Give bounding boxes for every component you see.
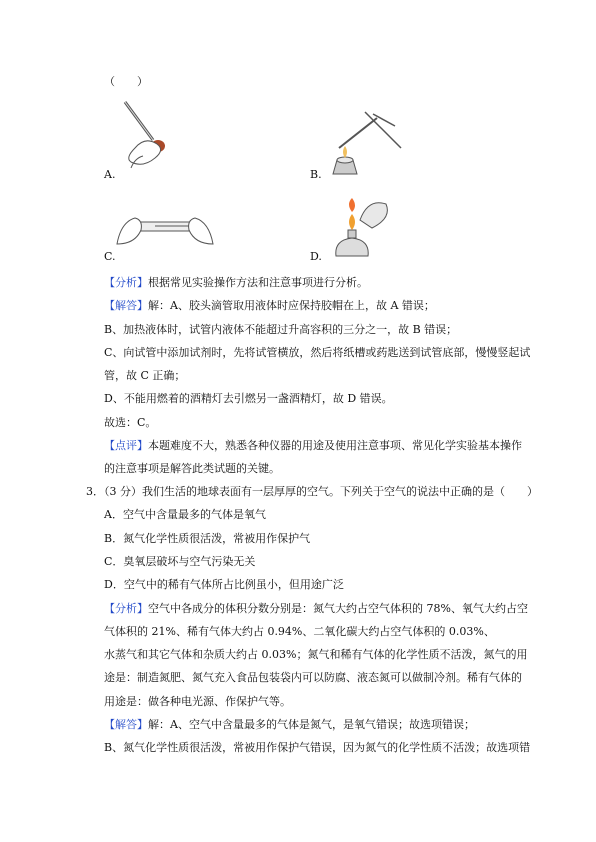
- q3-answer-line: 【解答】解：A、空气中含量最多的气体是氮气，是氧气错误；故选项错误；: [104, 718, 475, 731]
- q3-option-d: D．空气中的稀有气体所占比例虽小，但用途广泛: [104, 578, 344, 591]
- option-d-letter: D.: [310, 250, 322, 263]
- test-tube-heating-over-lamp-icon: [325, 104, 405, 176]
- q3-analysis-line: 用途是：做各种电光源、作保护气等。: [104, 695, 291, 708]
- q2-answer-line: 管，故 C 正确；: [104, 369, 186, 382]
- q2-answer-line: 故选：C。: [104, 416, 157, 429]
- q2-comment-line: 【点评】本题难度不大，熟悉各种仪器的用途及使用注意事项、常见化学实验基本操作: [104, 439, 522, 452]
- q3-option-a: A．空气中含量最多的气体是氧气: [104, 508, 266, 521]
- option-c-letter: C.: [104, 250, 116, 263]
- q3-answer-line: B、氮气化学性质很活泼，常被用作保护气错误，因为氮气的化学性质不活泼；故选项错: [104, 741, 531, 754]
- lighting-lamp-from-another-lamp-icon: [330, 190, 394, 260]
- q3-analysis-line: 【分析】空气中各成分的体积分数分别是：氮气大约占空气体积的 78%、氧气大约占空: [104, 602, 528, 615]
- q2-comment-line: 的注意事项是解答此类试题的关键。: [104, 462, 280, 475]
- q3-option-c: C．臭氧层破坏与空气污染无关: [104, 555, 256, 568]
- dropper-squeezing-bulb-icon: [115, 98, 185, 170]
- q2-analysis: 【分析】根据常见实验操作方法和注意事项进行分析。: [104, 276, 368, 289]
- q2-answer-line: D、不能用燃着的酒精灯去引燃另一盏酒精灯，故 D 错误。: [104, 392, 393, 405]
- q3-analysis-line: 途是：制造氮肥、氮气充入食品包装袋内可以防腐、液态氮可以做制冷剂。稀有气体的: [104, 671, 522, 684]
- q2-answer-line: 【解答】解：A、胶头滴管取用液体时应保持胶帽在上，故 A 错误；: [104, 299, 435, 312]
- option-a-letter: A.: [104, 168, 116, 181]
- q3-analysis-line: 气体积的 21%、稀有气体大约占 0.94%、二氧化碳大约占空气体积的 0.03%、: [104, 625, 495, 638]
- q3-analysis-line: 水蒸气和其它气体和杂质大约占 0.03%；氮气和稀有气体的化学性质不活泼，氮气的用: [104, 648, 528, 661]
- answer-paren: （ ）: [104, 75, 148, 88]
- option-b-letter: B.: [310, 168, 322, 181]
- q3-stem: 3．（3 分）我们生活的地球表面有一层厚厚的空气。下列关于空气的说法中正确的是（ ）: [86, 485, 538, 498]
- hands-holding-test-tube-icon: [115, 206, 215, 252]
- q2-answer-line: B、加热液体时，试管内液体不能超过升高容积的三分之一，故 B 错误；: [104, 323, 458, 336]
- q3-option-b: B．氮气化学性质很活泼，常被用作保护气: [104, 532, 311, 545]
- q2-answer-line: C、向试管中添加试剂时，先将试管横放，然后将纸槽或药匙送到试管底部，慢慢竖起试: [104, 346, 531, 359]
